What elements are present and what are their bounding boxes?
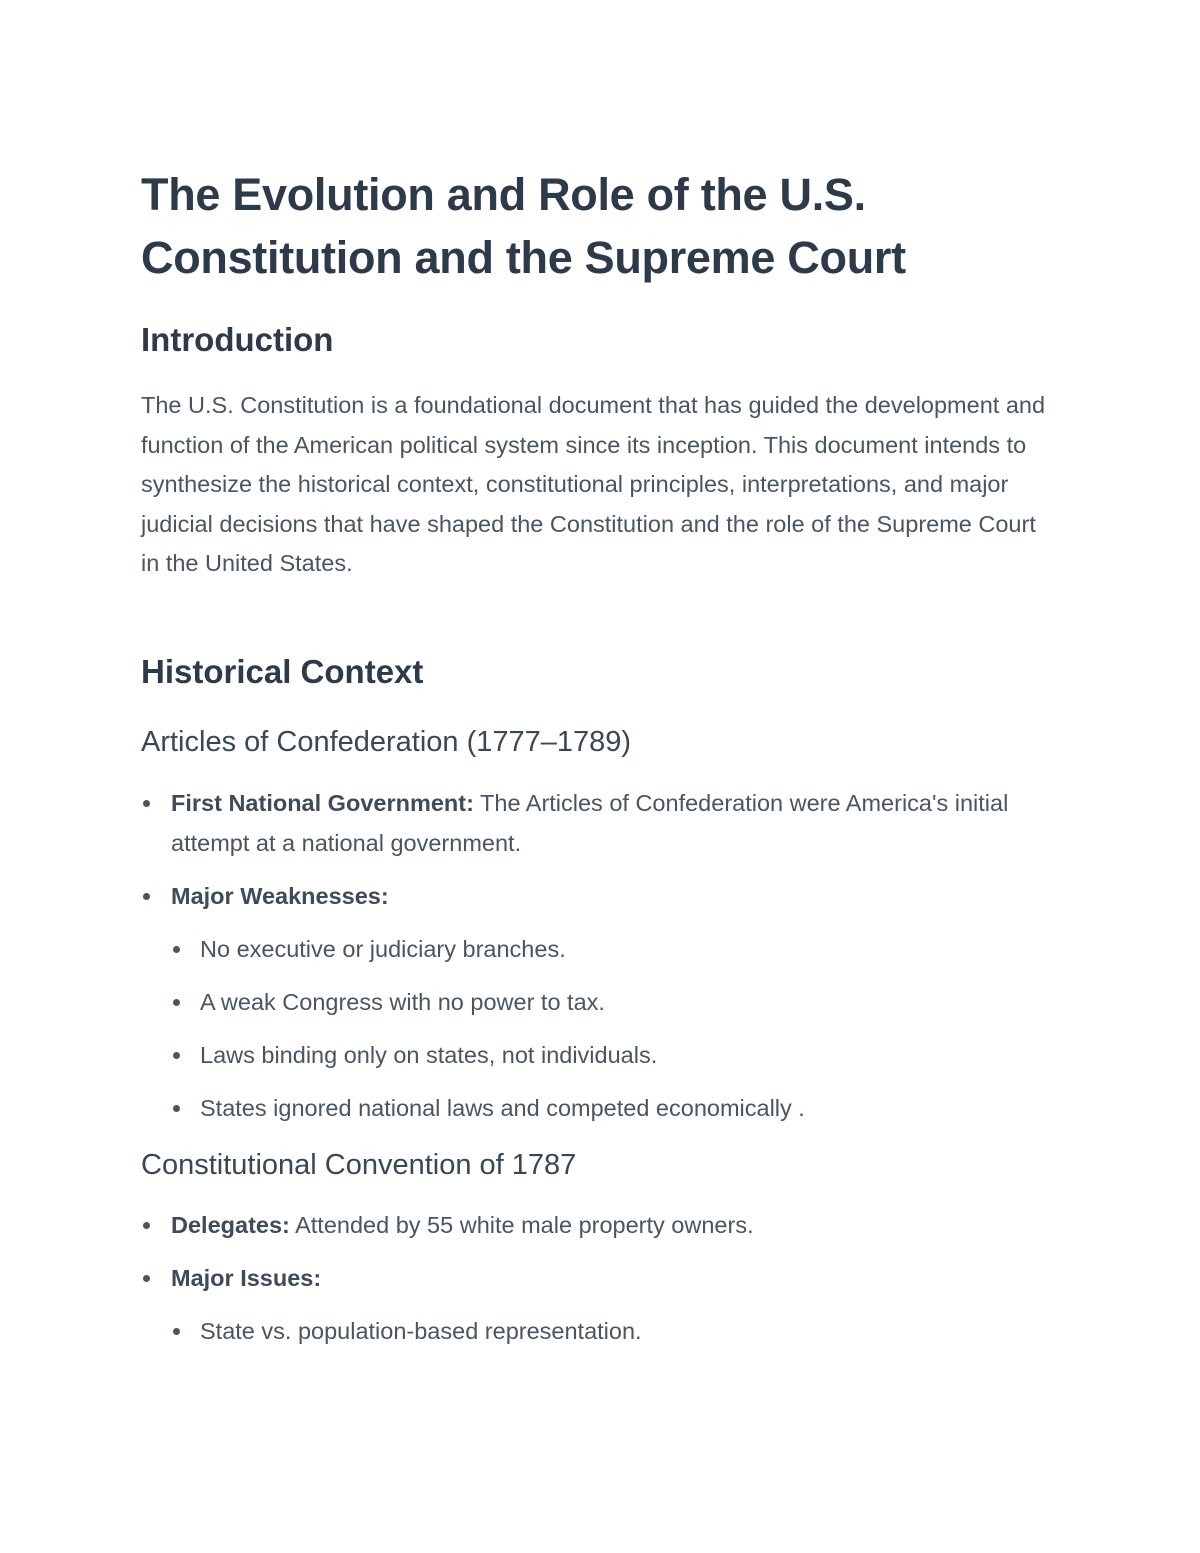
bullet-icon [173,1052,180,1059]
bullet-icon [173,1328,180,1335]
bullet-icon [143,893,150,900]
bullet-text: States ignored national laws and competed economically . [200,1095,805,1121]
bullet-item [141,783,1060,863]
bullet-item [141,876,1060,916]
document-title: The Evolution and Role of the U.S. Constitution and the Supreme Court [141,169,906,283]
sub-bullet-item [141,1035,1060,1075]
section-heading-introduction: Introduction [141,321,334,358]
bullet-text: The Articles of Confederation were America's initial attempt at a national government. [171,790,1009,856]
bullet-icon [173,1105,180,1112]
bullet-text: No executive or judiciary branches. [200,936,566,962]
bullet-label: Major Issues: [171,1265,322,1291]
subheading-articles: Articles of Confederation (1777–1789) [141,726,632,758]
bullet-icon [173,999,180,1006]
sub-bullet-item [141,1311,1060,1351]
sub-bullet-item [141,1088,1060,1128]
bullet-icon [143,1275,150,1282]
bullet-label: First National Government: [171,790,474,816]
bullet-text: Laws binding only on states, not individuals. [200,1042,658,1068]
bullet-icon [143,1222,150,1229]
section-heading-historical-context: Historical Context [141,653,424,690]
sub-bullet-item [141,929,1060,969]
sub-bullet-item [141,982,1060,1022]
bullet-label: Delegates: [171,1212,290,1238]
bullet-text: A weak Congress with no power to tax. [200,989,605,1015]
bullet-item [141,1205,1060,1245]
bullet-text: Attended by 55 white male property owners. [289,1212,754,1238]
subheading-convention: Constitutional Convention of 1787 [141,1149,577,1181]
bullet-icon [173,946,180,953]
bullet-icon [143,800,150,807]
bullet-text: State vs. population-based representation. [200,1318,642,1344]
intro-paragraph: The U.S. Constitution is a foundational document that has guided the development and function of the American political system since its inception. This document intends to synthesize the historical context, constitutional principles, interpretations, and major judicial decisions that have shaped the Constitution and the role of the Supreme Court in the United States. [141,392,1046,577]
bullet-item [141,1258,1060,1298]
bullet-label: Major Weaknesses: [171,883,389,909]
